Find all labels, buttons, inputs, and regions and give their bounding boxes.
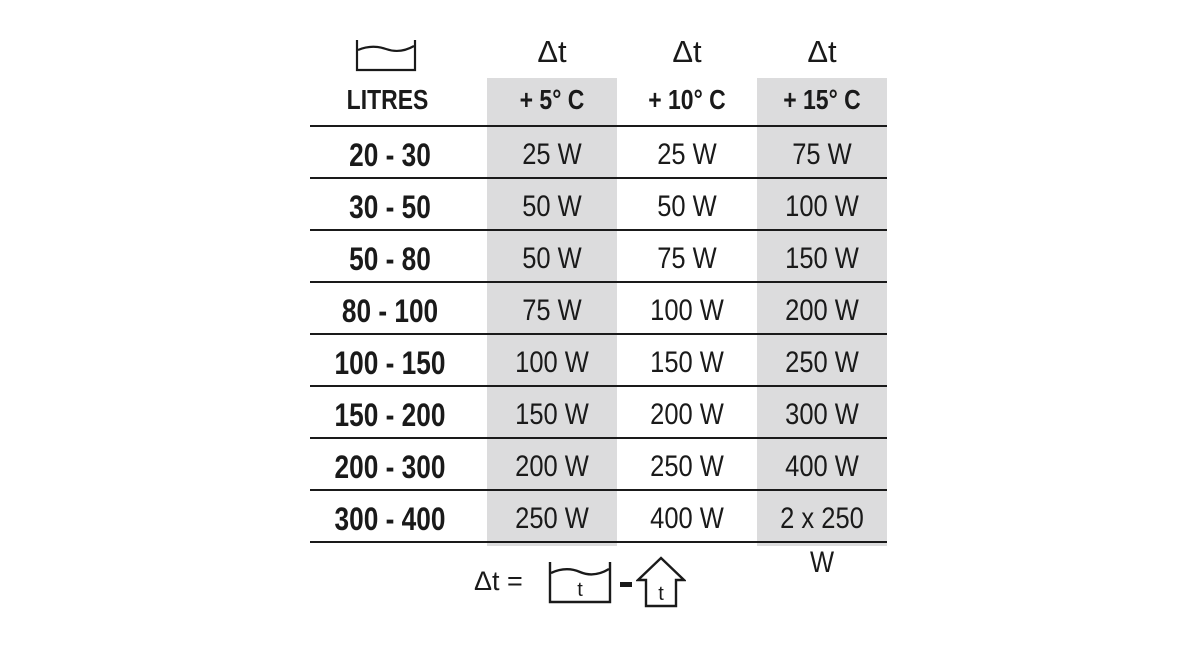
tank-icon <box>355 38 417 72</box>
table-row <box>310 333 887 385</box>
power-value: 250 W <box>650 450 724 483</box>
power-value: 25 W <box>522 138 582 171</box>
heater-power-table <box>310 125 887 579</box>
room-temp-label: t <box>658 583 664 605</box>
volume-range: 300 - 400 <box>334 501 446 537</box>
table-row <box>310 489 887 579</box>
power-value: 75 W <box>657 242 717 275</box>
tank-temp-label: t <box>577 579 583 601</box>
power-value: 200 W <box>650 398 724 431</box>
litres-header: LITRES <box>346 84 429 115</box>
table-row <box>310 385 887 437</box>
temp-header-15c: + 15° C <box>783 84 861 115</box>
volume-range: 20 - 30 <box>349 137 431 173</box>
temp-header-10c: + 10° C <box>648 84 726 115</box>
delta-t-label: Δt <box>807 34 837 69</box>
power-value: 100 W <box>515 346 589 379</box>
delta-t-label: Δt <box>537 34 567 69</box>
power-value: 2 x 250 W <box>780 502 864 579</box>
table-row <box>310 437 887 489</box>
table-row <box>310 281 887 333</box>
temp-header-5c: + 5° C <box>519 84 585 115</box>
power-value: 400 W <box>650 502 724 535</box>
tank-icon <box>548 560 612 604</box>
volume-range: 30 - 50 <box>349 189 431 225</box>
power-value: 300 W <box>785 398 859 431</box>
power-value: 400 W <box>785 450 859 483</box>
power-value: 200 W <box>785 294 859 327</box>
volume-range: 50 - 80 <box>349 241 431 277</box>
volume-range: 200 - 300 <box>334 449 446 485</box>
table-row <box>310 177 887 229</box>
power-value: 75 W <box>792 138 852 171</box>
formula-lhs: Δt = <box>474 566 523 596</box>
house-icon <box>636 556 686 608</box>
volume-range: 100 - 150 <box>334 345 446 381</box>
power-value: 50 W <box>657 190 717 223</box>
power-value: 100 W <box>650 294 724 327</box>
table-row <box>310 229 887 281</box>
power-value: 100 W <box>785 190 859 223</box>
power-value: 150 W <box>515 398 589 431</box>
power-value: 250 W <box>515 502 589 535</box>
table-row <box>310 125 887 177</box>
power-value: 150 W <box>785 242 859 275</box>
power-value: 50 W <box>522 190 582 223</box>
delta-t-label: Δt <box>672 34 702 69</box>
power-value: 50 W <box>522 242 582 275</box>
power-value: 250 W <box>785 346 859 379</box>
volume-range: 80 - 100 <box>341 293 439 329</box>
power-value: 200 W <box>515 450 589 483</box>
minus-sign <box>620 582 632 587</box>
volume-range: 150 - 200 <box>334 397 446 433</box>
power-value: 150 W <box>650 346 724 379</box>
power-value: 25 W <box>657 138 717 171</box>
power-value: 75 W <box>522 294 582 327</box>
